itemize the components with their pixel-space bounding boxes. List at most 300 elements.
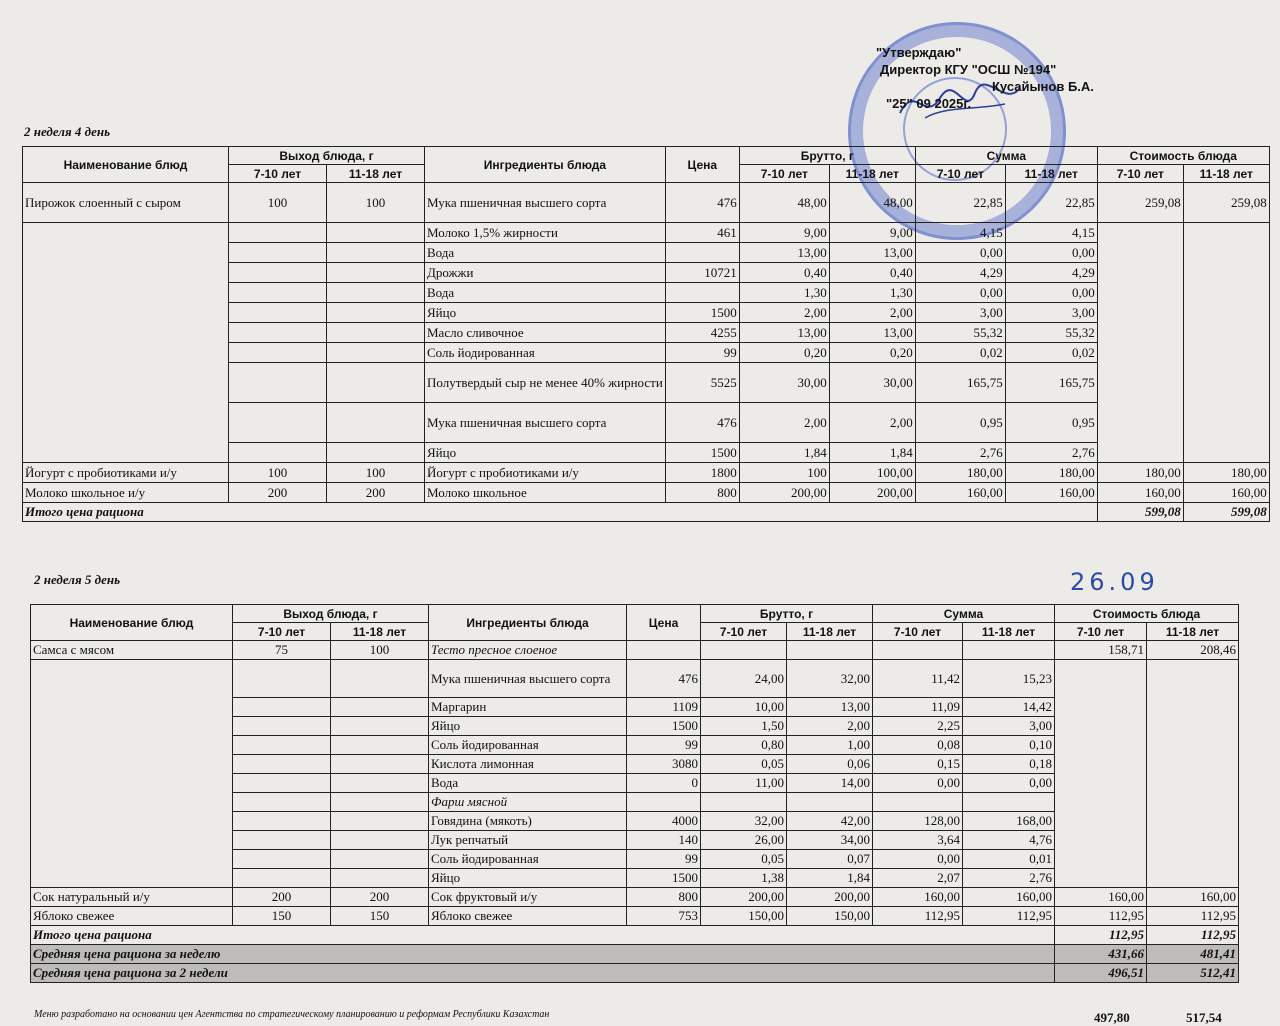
output-11-18	[327, 443, 425, 463]
brutto-11-18: 2,00	[829, 303, 915, 323]
price: 1500	[627, 869, 701, 888]
sum-11-18: 0,01	[963, 850, 1055, 869]
ingredient-name: Вода	[425, 283, 666, 303]
sum-7-10	[873, 793, 963, 812]
brutto-7-10: 30,00	[739, 363, 829, 403]
cost-11-18: 112,95	[1147, 907, 1239, 926]
output-11-18: 100	[331, 641, 429, 660]
sum-7-10: 165,75	[915, 363, 1005, 403]
output-7-10: 75	[233, 641, 331, 660]
output-11-18: 150	[331, 907, 429, 926]
two-week-average-7-10: 496,51	[1055, 964, 1147, 983]
cost-11-18	[1183, 263, 1269, 283]
ingredient-name: Яйцо	[429, 717, 627, 736]
sum-11-18: 112,95	[963, 907, 1055, 926]
cost-11-18	[1183, 343, 1269, 363]
table-row	[23, 463, 1270, 483]
output-7-10	[229, 243, 327, 263]
cost-7-10: 160,00	[1055, 888, 1147, 907]
output-7-10	[229, 443, 327, 463]
sum-7-10: 160,00	[873, 888, 963, 907]
brutto-7-10: 1,84	[739, 443, 829, 463]
header-cost: Стоимость блюда	[1097, 147, 1269, 165]
dish-name	[23, 363, 229, 403]
sum-11-18: 55,32	[1005, 323, 1097, 343]
sum-7-10: 2,25	[873, 717, 963, 736]
brutto-7-10	[701, 641, 787, 660]
brutto-7-10: 0,40	[739, 263, 829, 283]
dish-name	[31, 812, 233, 831]
cost-7-10	[1097, 323, 1183, 343]
cost-11-18	[1147, 831, 1239, 850]
cost-7-10	[1055, 698, 1147, 717]
brutto-11-18: 150,00	[787, 907, 873, 926]
price: 753	[627, 907, 701, 926]
week-average-label: Средняя цена рациона за неделю	[31, 945, 1055, 964]
dish-name	[23, 243, 229, 263]
sum-11-18: 0,10	[963, 736, 1055, 755]
price: 461	[665, 223, 739, 243]
ration-total-label: Итого цена рациона	[31, 926, 1055, 945]
cost-11-18	[1147, 736, 1239, 755]
dish-name	[31, 698, 233, 717]
cost-7-10	[1055, 869, 1147, 888]
cost-7-10	[1097, 243, 1183, 263]
brutto-11-18: 32,00	[787, 660, 873, 698]
dish-name	[31, 774, 233, 793]
day2-title: 2 неделя 5 день	[34, 572, 121, 587]
header-output: Выход блюда, г	[229, 147, 425, 165]
output-7-10	[229, 363, 327, 403]
sum-7-10: 128,00	[873, 812, 963, 831]
table-row	[23, 363, 1270, 403]
table-row	[23, 303, 1270, 323]
header-cost: Стоимость блюда	[1055, 605, 1239, 623]
price	[627, 793, 701, 812]
ingredient-name: Масло сливочное	[425, 323, 666, 343]
output-11-18: 100	[327, 183, 425, 223]
dish-name	[23, 263, 229, 283]
brutto-11-18	[787, 793, 873, 812]
sum-11-18: 180,00	[1005, 463, 1097, 483]
output-7-10: 100	[229, 183, 327, 223]
handwritten-date: 26.09	[1070, 568, 1159, 596]
sum-11-18	[963, 641, 1055, 660]
output-11-18	[331, 774, 429, 793]
dish-name: Самса с мясом	[31, 641, 233, 660]
sum-11-18: 3,00	[963, 717, 1055, 736]
sum-11-18: 160,00	[1005, 483, 1097, 503]
output-7-10	[229, 303, 327, 323]
output-7-10	[229, 403, 327, 443]
price: 5525	[665, 363, 739, 403]
output-7-10	[233, 698, 331, 717]
cost-7-10	[1097, 283, 1183, 303]
brutto-7-10: 11,00	[701, 774, 787, 793]
table-row	[31, 641, 1239, 660]
ingredient-name: Сок фруктовый и/у	[429, 888, 627, 907]
cost-11-18	[1183, 443, 1269, 463]
cost-7-10: 160,00	[1097, 483, 1183, 503]
output-7-10	[233, 793, 331, 812]
sum-11-18: 4,15	[1005, 223, 1097, 243]
table-row	[31, 660, 1239, 698]
price: 1500	[627, 717, 701, 736]
brutto-11-18: 1,84	[829, 443, 915, 463]
age-11-18: 11-18 лет	[327, 165, 425, 183]
ration-total-7-10: 112,95	[1055, 926, 1147, 945]
week-average-11-18: 481,41	[1147, 945, 1239, 964]
brutto-11-18: 200,00	[829, 483, 915, 503]
ingredient-name: Молоко школьное	[425, 483, 666, 503]
brutto-11-18: 0,40	[829, 263, 915, 283]
cost-7-10	[1097, 403, 1183, 443]
header-ingredients: Ингредиенты блюда	[429, 605, 627, 641]
price: 4000	[627, 812, 701, 831]
brutto-7-10: 13,00	[739, 243, 829, 263]
output-11-18	[331, 736, 429, 755]
dish-name	[23, 443, 229, 463]
output-7-10	[229, 263, 327, 283]
table-row	[23, 343, 1270, 363]
brutto-11-18: 9,00	[829, 223, 915, 243]
cost-7-10: 259,08	[1097, 183, 1183, 223]
brutto-7-10: 2,00	[739, 403, 829, 443]
day1-title: 2 неделя 4 день	[24, 124, 111, 139]
brutto-7-10: 24,00	[701, 660, 787, 698]
sum-7-10: 55,32	[915, 323, 1005, 343]
table-row	[31, 717, 1239, 736]
brutto-11-18: 1,00	[787, 736, 873, 755]
header-output: Выход блюда, г	[233, 605, 429, 623]
week-average	[31, 945, 1239, 964]
day2-menu-table	[30, 604, 1239, 983]
footer-value-2: 517,54	[1186, 1010, 1222, 1025]
output-11-18	[327, 403, 425, 443]
ingredient-name: Вода	[425, 243, 666, 263]
header-sum: Сумма	[915, 147, 1097, 165]
sum-7-10: 160,00	[915, 483, 1005, 503]
table-row	[31, 774, 1239, 793]
cost-11-18	[1147, 755, 1239, 774]
output-7-10: 100	[229, 463, 327, 483]
sum-7-10: 0,02	[915, 343, 1005, 363]
brutto-7-10: 32,00	[701, 812, 787, 831]
dish-name	[31, 717, 233, 736]
cost-7-10: 158,71	[1055, 641, 1147, 660]
approval-line-1: "Утверждаю"	[876, 45, 962, 60]
brutto-11-18: 0,07	[787, 850, 873, 869]
output-11-18: 200	[327, 483, 425, 503]
dish-name: Пирожок слоенный с сыром	[23, 183, 229, 223]
price	[627, 641, 701, 660]
price: 800	[665, 483, 739, 503]
table-row	[31, 869, 1239, 888]
cost-11-18	[1147, 869, 1239, 888]
output-7-10	[233, 831, 331, 850]
ingredient-name: Дрожжи	[425, 263, 666, 283]
output-7-10	[229, 223, 327, 243]
output-7-10	[233, 717, 331, 736]
sum-7-10: 2,76	[915, 443, 1005, 463]
cost-11-18	[1147, 850, 1239, 869]
brutto-11-18: 48,00	[829, 183, 915, 223]
sum-7-10: 3,00	[915, 303, 1005, 323]
sum-11-18: 2,76	[1005, 443, 1097, 463]
price: 99	[665, 343, 739, 363]
cost-11-18: 160,00	[1147, 888, 1239, 907]
price: 1109	[627, 698, 701, 717]
age-7-10: 7-10 лет	[229, 165, 327, 183]
price: 99	[627, 850, 701, 869]
price: 0	[627, 774, 701, 793]
sum-7-10: 0,15	[873, 755, 963, 774]
brutto-7-10: 1,38	[701, 869, 787, 888]
output-11-18	[331, 755, 429, 774]
brutto-7-10: 10,00	[701, 698, 787, 717]
brutto-7-10: 0,20	[739, 343, 829, 363]
brutto-11-18: 34,00	[787, 831, 873, 850]
ingredient-name: Молоко 1,5% жирности	[425, 223, 666, 243]
age-11-18: 11-18 лет	[1005, 165, 1097, 183]
cost-7-10	[1055, 736, 1147, 755]
cost-11-18: 259,08	[1183, 183, 1269, 223]
cost-7-10	[1055, 774, 1147, 793]
dish-name	[31, 793, 233, 812]
cost-7-10	[1097, 363, 1183, 403]
brutto-7-10: 48,00	[739, 183, 829, 223]
ingredient-name: Фарш мясной	[429, 793, 627, 812]
dish-name	[23, 403, 229, 443]
sum-11-18: 0,02	[1005, 343, 1097, 363]
price	[665, 283, 739, 303]
brutto-7-10: 0,80	[701, 736, 787, 755]
ingredient-name: Маргарин	[429, 698, 627, 717]
cost-11-18	[1183, 243, 1269, 263]
dish-name	[23, 323, 229, 343]
cost-7-10	[1097, 263, 1183, 283]
sum-11-18: 3,00	[1005, 303, 1097, 323]
two-week-average	[31, 964, 1239, 983]
sum-11-18: 0,95	[1005, 403, 1097, 443]
header-brutto: Брутто, г	[739, 147, 915, 165]
sum-11-18: 15,23	[963, 660, 1055, 698]
ingredient-name: Яйцо	[425, 443, 666, 463]
sum-7-10: 112,95	[873, 907, 963, 926]
footer-value-1: 497,80	[1094, 1010, 1130, 1025]
sum-7-10: 0,08	[873, 736, 963, 755]
table-row	[23, 323, 1270, 343]
cost-11-18	[1183, 283, 1269, 303]
approval-line-3: Кусайынов Б.А.	[992, 79, 1094, 94]
approval-block	[872, 44, 1132, 112]
cost-7-10	[1055, 812, 1147, 831]
ingredient-name: Соль йодированная	[425, 343, 666, 363]
cost-11-18	[1183, 223, 1269, 243]
sum-11-18: 0,00	[963, 774, 1055, 793]
ration-total-11-18: 599,08	[1183, 503, 1269, 522]
ration-total-11-18: 112,95	[1147, 926, 1239, 945]
table-row	[31, 812, 1239, 831]
cost-11-18: 208,46	[1147, 641, 1239, 660]
sum-7-10: 2,07	[873, 869, 963, 888]
dish-name: Сок натуральный и/у	[31, 888, 233, 907]
sum-7-10: 180,00	[915, 463, 1005, 483]
week-average-7-10: 431,66	[1055, 945, 1147, 964]
brutto-11-18: 1,30	[829, 283, 915, 303]
table-row	[31, 755, 1239, 774]
ration-total	[31, 926, 1239, 945]
sum-11-18: 22,85	[1005, 183, 1097, 223]
dish-name	[31, 755, 233, 774]
table-row	[23, 403, 1270, 443]
cost-11-18	[1147, 717, 1239, 736]
day1-menu-table	[22, 146, 1270, 522]
sum-11-18: 4,76	[963, 831, 1055, 850]
price: 140	[627, 831, 701, 850]
table-row	[23, 483, 1270, 503]
output-7-10	[233, 736, 331, 755]
dish-name	[31, 660, 233, 698]
output-11-18	[331, 698, 429, 717]
cost-11-18	[1147, 660, 1239, 698]
ration-total	[23, 503, 1270, 522]
output-7-10: 200	[229, 483, 327, 503]
cost-11-18	[1147, 812, 1239, 831]
output-11-18	[331, 831, 429, 850]
price: 10721	[665, 263, 739, 283]
age-11-18: 11-18 лет	[829, 165, 915, 183]
table-row	[23, 443, 1270, 463]
output-11-18: 100	[327, 463, 425, 483]
brutto-11-18: 200,00	[787, 888, 873, 907]
ingredient-name: Полутвердый сыр не менее 40% жирности	[425, 363, 666, 403]
output-7-10	[229, 283, 327, 303]
approval-line-2: Директор КГУ "ОСШ №194"	[880, 62, 1057, 77]
cost-11-18: 160,00	[1183, 483, 1269, 503]
header-dish: Наименование блюд	[23, 147, 229, 183]
table-row	[31, 698, 1239, 717]
brutto-7-10: 26,00	[701, 831, 787, 850]
brutto-11-18: 13,00	[829, 323, 915, 343]
ration-total-7-10: 599,08	[1097, 503, 1183, 522]
two-week-average-label: Средняя цена рациона за 2 недели	[31, 964, 1055, 983]
table-row	[23, 283, 1270, 303]
price: 3080	[627, 755, 701, 774]
output-11-18	[331, 850, 429, 869]
brutto-7-10: 2,00	[739, 303, 829, 323]
ingredient-name: Яйцо	[429, 869, 627, 888]
cost-7-10: 112,95	[1055, 907, 1147, 926]
sum-7-10: 11,09	[873, 698, 963, 717]
cost-11-18	[1183, 363, 1269, 403]
sum-7-10: 11,42	[873, 660, 963, 698]
output-11-18	[327, 363, 425, 403]
age-7-10: 7-10 лет	[1055, 623, 1147, 641]
sum-7-10: 0,00	[915, 243, 1005, 263]
brutto-7-10: 150,00	[701, 907, 787, 926]
dish-name	[31, 831, 233, 850]
cost-7-10	[1055, 831, 1147, 850]
header-sum: Сумма	[873, 605, 1055, 623]
brutto-11-18	[787, 641, 873, 660]
output-7-10	[233, 812, 331, 831]
output-11-18	[327, 303, 425, 323]
ingredient-name: Мука пшеничная высшего сорта	[429, 660, 627, 698]
output-11-18	[327, 343, 425, 363]
sum-11-18: 0,18	[963, 755, 1055, 774]
output-7-10	[233, 774, 331, 793]
price: 1500	[665, 303, 739, 323]
output-7-10	[229, 323, 327, 343]
cost-7-10	[1097, 223, 1183, 243]
output-7-10	[233, 660, 331, 698]
cost-11-18	[1183, 323, 1269, 343]
output-7-10: 150	[233, 907, 331, 926]
output-7-10: 200	[233, 888, 331, 907]
age-7-10: 7-10 лет	[873, 623, 963, 641]
cost-7-10	[1055, 660, 1147, 698]
output-7-10	[233, 755, 331, 774]
sum-11-18: 0,00	[1005, 243, 1097, 263]
table-row	[23, 223, 1270, 243]
brutto-11-18: 0,06	[787, 755, 873, 774]
output-7-10	[229, 343, 327, 363]
ingredient-name: Йогурт с пробиотиками и/у	[425, 463, 666, 483]
header-ingredients: Ингредиенты блюда	[425, 147, 666, 183]
output-11-18	[331, 812, 429, 831]
cost-7-10	[1055, 717, 1147, 736]
brutto-7-10: 200,00	[739, 483, 829, 503]
brutto-7-10: 100	[739, 463, 829, 483]
cost-11-18: 180,00	[1183, 463, 1269, 483]
sum-11-18: 4,29	[1005, 263, 1097, 283]
ingredient-name: Яблоко свежее	[429, 907, 627, 926]
ingredient-name: Соль йодированная	[429, 736, 627, 755]
price: 476	[627, 660, 701, 698]
dish-name	[31, 850, 233, 869]
brutto-7-10: 9,00	[739, 223, 829, 243]
output-11-18	[327, 283, 425, 303]
dish-name: Йогурт с пробиотиками и/у	[23, 463, 229, 483]
brutto-11-18: 2,00	[829, 403, 915, 443]
price: 1500	[665, 443, 739, 463]
dish-name	[31, 736, 233, 755]
table-row	[31, 736, 1239, 755]
price: 800	[627, 888, 701, 907]
cost-7-10	[1097, 443, 1183, 463]
sum-7-10: 22,85	[915, 183, 1005, 223]
ingredient-name: Соль йодированная	[429, 850, 627, 869]
dish-name	[23, 223, 229, 243]
cost-7-10	[1055, 755, 1147, 774]
output-11-18	[331, 793, 429, 812]
table-row	[31, 793, 1239, 812]
price: 476	[665, 183, 739, 223]
brutto-11-18: 14,00	[787, 774, 873, 793]
sum-11-18	[963, 793, 1055, 812]
brutto-11-18: 100,00	[829, 463, 915, 483]
cost-7-10	[1055, 793, 1147, 812]
brutto-7-10: 1,50	[701, 717, 787, 736]
brutto-11-18: 1,84	[787, 869, 873, 888]
age-7-10: 7-10 лет	[1097, 165, 1183, 183]
brutto-11-18: 42,00	[787, 812, 873, 831]
ingredient-name: Лук репчатый	[429, 831, 627, 850]
header-price: Цена	[627, 605, 701, 641]
price: 476	[665, 403, 739, 443]
ration-total-label: Итого цена рациона	[23, 503, 1098, 522]
